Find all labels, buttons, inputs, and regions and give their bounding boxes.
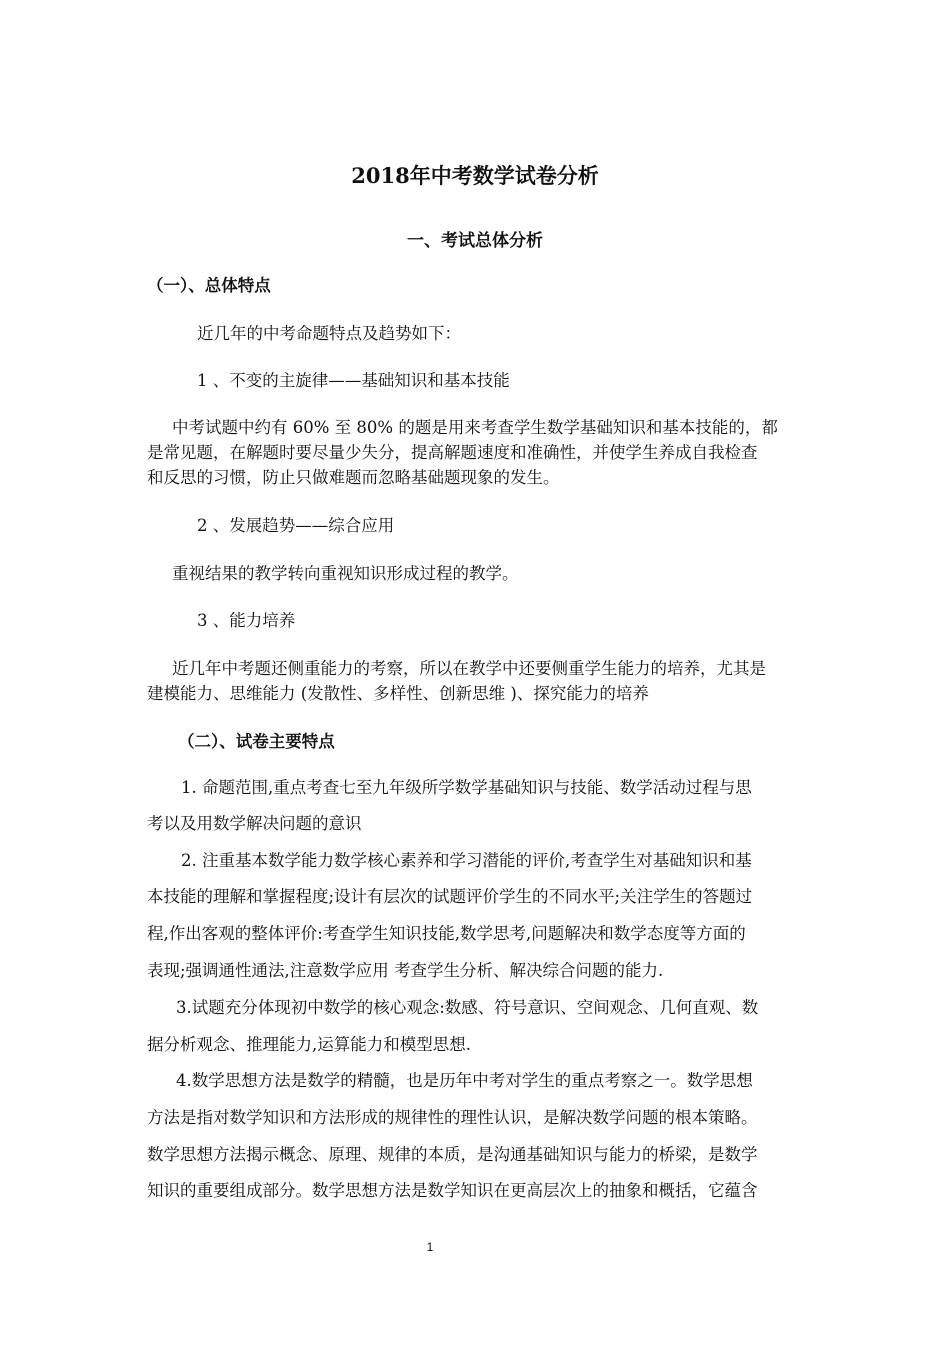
item2-text: 重视结果的教学转向重视知识形成过程的教学。 [172,564,519,583]
item3-line: 近几年中考题还侧重能力的考察，所以在教学中还要侧重学生能力的培养，尤其是 [172,659,766,678]
point2-line: 2. 注重基本数学能力数学核心素养和学习潜能的评价,考查学生对基础知识和基 [181,851,752,870]
point4-line: 方法是指对数学知识和方法形成的规律性的理性认识，是解决数学问题的根本策略。 [147,1108,758,1127]
item1-line: 是常见题，在解题时要尽量少失分，提高解题速度和准确性，并使学生养成自我检查 [147,443,758,462]
point2-line: 程,作出客观的整体评价:考查学生知识技能,数学思考,问题解决和数学态度等方面的 [147,924,746,943]
point2-line: 本技能的理解和掌握程度;设计有层次的试题评价学生的不同水平;关注学生的答题过 [147,887,753,906]
point2-line: 表现;强调通性通法,注意数学应用 考查学生分析、解决综合问题的能力. [147,961,664,980]
point4-line: 4.数学思想方法是数学的精髓，也是历年中考对学生的重点考察之一。数学思想 [176,1071,753,1090]
item1-line: 中考试题中约有 60% 至 80% 的题是用来考查学生数学基础知识和基本技能的，都 [172,418,778,437]
item1-heading: 1 、不变的主旋律——基础知识和基本技能 [197,371,510,390]
page-number: 1 [426,1240,434,1254]
intro-paragraph: 近几年的中考命题特点及趋势如下： [197,324,461,343]
point3-line: 3.试题充分体现初中数学的核心观念:数感、符号意识、空间观念、几何直观、数 [176,998,759,1017]
subsection-heading-general-features: （一）、总体特点 [147,276,271,295]
point1-line: 1. 命题范围,重点考查七至九年级所学数学基础知识与技能、数学活动过程与思 [181,778,752,797]
point4-line: 知识的重要组成部分。数学思想方法是数学知识在更高层次上的抽象和概括，它蕴含 [147,1181,758,1200]
point1-line: 考以及用数学解决问题的意识 [147,814,362,833]
point3-line: 据分析观念、推理能力,运算能力和模型思想. [147,1035,471,1054]
item3-line: 建模能力、思维能力 (发散性、多样性、创新思维 )、探究能力的培养 [147,684,649,703]
section-heading-overall-analysis: 一、考试总体分析 [407,231,543,251]
item1-line: 和反思的习惯，防止只做难题而忽略基础题现象的发生。 [147,468,560,487]
item3-heading: 3 、能力培养 [197,611,296,630]
item2-heading: 2 、发展趋势——综合应用 [197,516,395,535]
subsection-heading-exam-features: （二）、试卷主要特点 [178,732,335,751]
document-title: 2018年中考数学试卷分析 [351,163,599,188]
point4-line: 数学思想方法揭示概念、原理、规律的本质，是沟通基础知识与能力的桥梁，是数学 [147,1145,758,1164]
